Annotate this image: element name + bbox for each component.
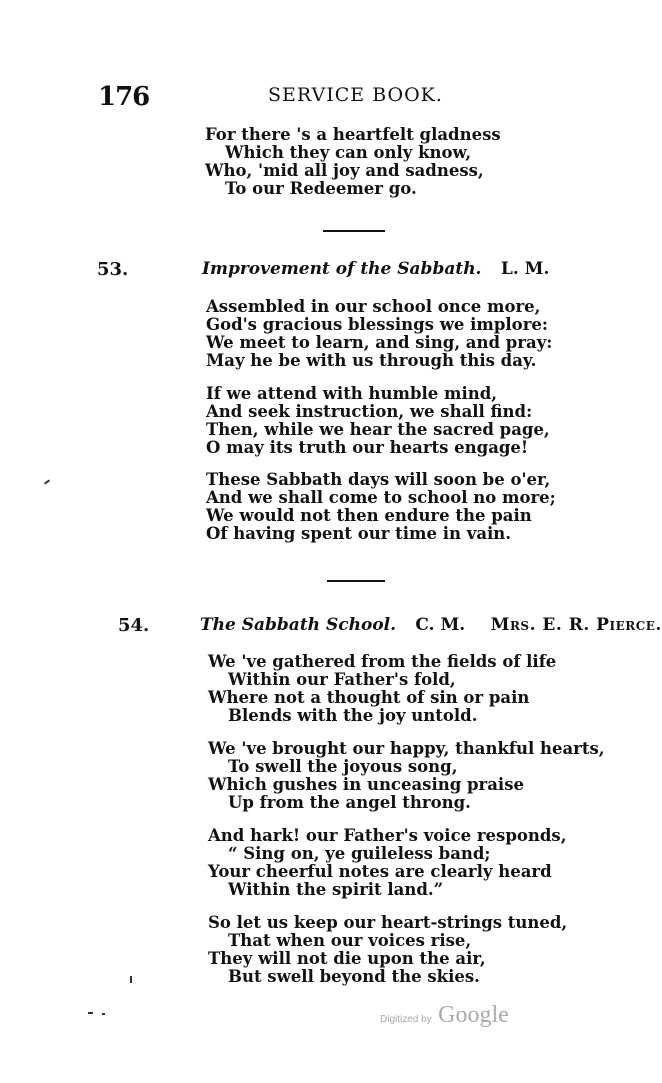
hymn-54-stanza-3 bbox=[208, 827, 566, 899]
verse-line: Assembled in our school once more, bbox=[206, 297, 541, 316]
verse-line: We meet to learn, and sing, and pray: bbox=[206, 333, 553, 352]
verse-line: Of having spent our time in vain. bbox=[206, 524, 512, 543]
verse-line: Your cheerful notes are clearly heard bbox=[208, 862, 552, 881]
verse-line: If we attend with humble mind, bbox=[206, 384, 498, 403]
hymn-53-stanza-3 bbox=[206, 471, 556, 543]
verse-line: To our Redeemer go. bbox=[225, 179, 417, 198]
section-divider bbox=[327, 580, 385, 582]
verse-line: And hark! our Father's voice responds, bbox=[208, 826, 567, 845]
section-divider bbox=[323, 230, 385, 232]
hymn-53-title: Improvement of the Sabbath. bbox=[202, 259, 482, 279]
verse-line: God's gracious blessings we implore: bbox=[206, 315, 548, 334]
verse-line: Up from the angel throng. bbox=[228, 793, 471, 812]
verse-line: So let us keep our heart-strings tuned, bbox=[208, 913, 568, 932]
verse-line: Blends with the joy untold. bbox=[228, 706, 478, 725]
verse-line: These Sabbath days will soon be o'er, bbox=[206, 470, 551, 489]
hymn-54-author: Mrs. E. R. Pierce. bbox=[490, 615, 662, 635]
digitized-watermark bbox=[380, 1002, 509, 1029]
hymn-54-meter: C. M. bbox=[415, 615, 466, 635]
verse-line: And seek instruction, we shall find: bbox=[206, 402, 533, 421]
verse-line: “ Sing on, ye guileless band; bbox=[228, 844, 491, 863]
verse-line: May he be with us through this day. bbox=[206, 351, 537, 370]
verse-line: That when our voices rise, bbox=[228, 931, 472, 950]
running-head: SERVICE BOOK. bbox=[268, 84, 443, 106]
hymn-53-stanza-2 bbox=[206, 385, 550, 457]
verse-line: We 've brought our happy, thankful hearts, bbox=[208, 739, 605, 758]
page-number: 176 bbox=[98, 82, 150, 112]
verse-line: We 've gathered from the fields of life bbox=[208, 652, 557, 671]
verse-line: Which gushes in unceasing praise bbox=[208, 775, 524, 794]
verse-line: Within the spirit land.” bbox=[228, 880, 444, 899]
hymn-54-stanza-4 bbox=[208, 914, 567, 986]
hymn-53-number: 53. bbox=[97, 259, 129, 280]
scan-speck bbox=[88, 1012, 93, 1014]
verse-line: Where not a thought of sin or pain bbox=[208, 688, 530, 707]
verse-line: But swell beyond the skies. bbox=[228, 967, 480, 986]
verse-line: To swell the joyous song, bbox=[228, 757, 458, 776]
hymn-54-number: 54. bbox=[118, 615, 150, 636]
verse-line: O may its truth our hearts engage! bbox=[206, 438, 529, 457]
hymn-54-stanza-2 bbox=[208, 740, 605, 812]
hymn-53-meter: L. M. bbox=[500, 259, 550, 279]
verse-line: We would not then endure the pain bbox=[206, 506, 532, 525]
hymn-53-stanza-1 bbox=[206, 298, 552, 370]
verse-line: For there 's a heartfelt gladness bbox=[205, 125, 501, 144]
verse-line: They will not die upon the air, bbox=[208, 949, 486, 968]
hymn-54-stanza-1 bbox=[208, 653, 556, 725]
google-logo: Google bbox=[438, 1002, 509, 1028]
hymn-53-header bbox=[202, 259, 549, 279]
verse-line: And we shall come to school no more; bbox=[206, 488, 556, 507]
watermark-prefix: Digitized by bbox=[380, 1014, 432, 1025]
carry-over-stanza bbox=[205, 126, 501, 198]
verse-line: Within our Father's fold, bbox=[228, 670, 456, 689]
scan-speck bbox=[102, 1013, 105, 1015]
hymn-54-header bbox=[200, 615, 662, 635]
verse-line: Who, 'mid all joy and sadness, bbox=[205, 161, 484, 180]
verse-line: Which they can only know, bbox=[225, 143, 472, 162]
scan-speck bbox=[130, 976, 132, 983]
verse-line: Then, while we hear the sacred page, bbox=[206, 420, 550, 439]
scan-speck bbox=[44, 479, 50, 484]
hymn-54-title: The Sabbath School. bbox=[200, 615, 396, 635]
